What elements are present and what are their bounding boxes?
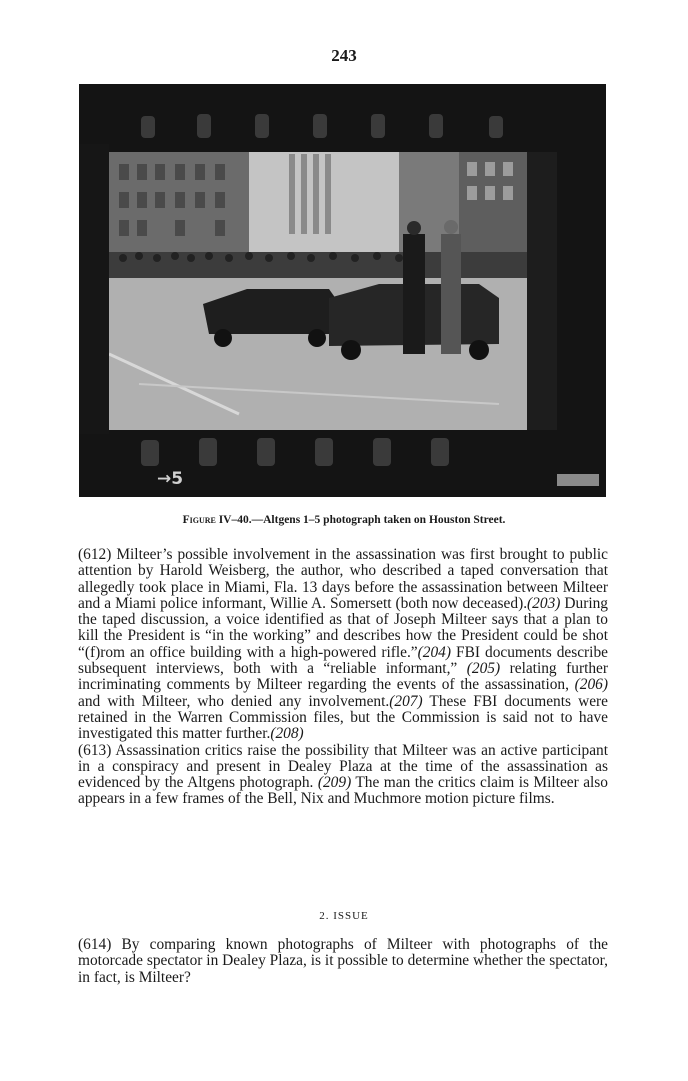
- paragraph-text: (613) Assassination critics raise the possibility that Milteer was an active participant in a conspiracy and present in Dealey Plaza at the time of the assassination as evidenced by the Altgens photograph.: [78, 741, 608, 792]
- paragraph-text: The man the critics claim is Milteer also appears in a few frames of the Bell, Nix and Muchmore motion picture films.: [78, 774, 608, 808]
- paragraph-text: (612) Milteer’s possible involvement in the assassination was first brought to public attention by Harold Weisberg, the author, who described a taped conversation that allegedly took place in Miami, Fla. 13 days before the assassination between Milteer and a Miami police informant, Willie A. Somersett (both now deceased).: [78, 546, 608, 612]
- paragraph-text: and with Milteer, who denied any involvement.: [78, 692, 390, 710]
- altgens-photograph: [79, 84, 606, 497]
- footnote-ref: (209): [317, 774, 352, 792]
- footnote-ref: (206): [574, 676, 608, 694]
- figure-caption-text: —Altgens 1–5 photograph taken on Houston Street.: [251, 514, 506, 526]
- section-heading: 2. ISSUE: [319, 910, 369, 922]
- footnote-ref: (205): [466, 660, 501, 678]
- paragraph-612: [78, 547, 608, 743]
- page-number: 243: [331, 46, 357, 65]
- paragraph-text: During the taped discussion, a voice identified as that of Joseph Milteer says that a plan to kill the President is “in the working” and describes how the President could be shot “(f)rom an office building with a high-powered rifle.”: [78, 594, 608, 661]
- paragraph-614-block: [78, 937, 608, 986]
- body-paragraphs: [78, 547, 608, 808]
- footnote-ref: (204): [417, 643, 451, 661]
- figure-caption: [0, 514, 688, 526]
- photo-illustration: [79, 84, 606, 497]
- paragraph-text: relating further incriminating comments by Milteer regarding the events of the assassination,: [78, 660, 608, 694]
- footnote-ref: (208): [270, 725, 304, 743]
- figure-label: Figure IV–40.: [182, 514, 252, 526]
- paragraph-614: (614) By comparing known photographs of Milteer with photographs of the motorcade spectator in Dealey Plaza, is it possible to determine whether the spectator, in fact, is Milteer?: [78, 936, 608, 986]
- paragraph-text: FBI documents describe subsequent interviews, both with a “reliable informant,”: [78, 643, 608, 678]
- frame-marker: →5: [157, 469, 184, 489]
- footnote-ref: (203): [527, 594, 561, 612]
- paragraph-613: [78, 743, 608, 808]
- paragraph-text: These FBI documents were retained in the Warren Commission files, but the Commission is said not to have investigated this matter further.: [78, 692, 608, 743]
- footnote-ref: (207): [389, 692, 423, 710]
